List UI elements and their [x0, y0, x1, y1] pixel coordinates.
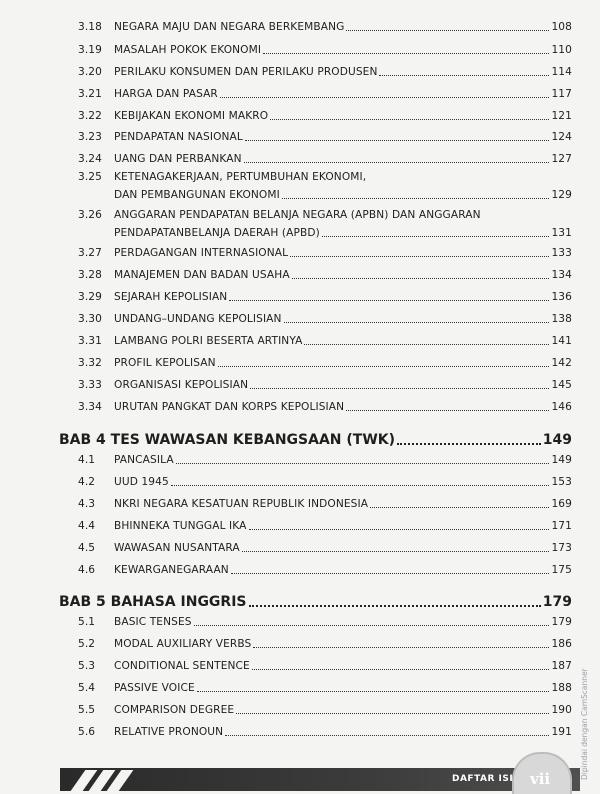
- entry-number: 3.20: [78, 66, 102, 78]
- entry-title: PASSIVE VOICE: [114, 682, 195, 694]
- entry-title: LAMBANG POLRI BESERTA ARTINYA: [114, 335, 303, 347]
- entry-page: 146: [551, 401, 572, 413]
- toc-entry[interactable]: [78, 105, 572, 123]
- leader-dots: [322, 236, 550, 237]
- entry-title: NEGARA MAJU DAN NEGARA BERKEMBANG: [114, 21, 345, 33]
- leader-dots: [284, 322, 550, 323]
- leader-dots: [370, 507, 549, 508]
- entry-title: CONDITIONAL SENTENCE: [114, 660, 250, 672]
- leader-dots: [304, 344, 549, 345]
- leader-dots: [379, 75, 549, 76]
- entry-title: MODAL AUXILIARY VERBS: [114, 638, 252, 650]
- entry-number: 3.22: [78, 110, 102, 122]
- entry-number: 3.19: [78, 44, 102, 56]
- entry-page: 186: [551, 638, 572, 650]
- entry-title: ANGGARAN PENDAPATAN BELANJA NEGARA (APBN) DAN ANGGARAN: [114, 209, 481, 221]
- entry-number: 3.31: [78, 335, 102, 347]
- entry-number: 3.24: [78, 153, 102, 165]
- leader-dots: [263, 53, 549, 54]
- entry-page: 117: [551, 88, 572, 100]
- entry-page: 124: [551, 131, 572, 143]
- toc-entry[interactable]: [78, 166, 572, 202]
- entry-number: 3.21: [78, 88, 102, 100]
- entry-number: 3.32: [78, 357, 102, 369]
- toc-entry[interactable]: [78, 515, 572, 533]
- entry-page: 187: [551, 660, 572, 672]
- entry-number: 3.29: [78, 291, 102, 303]
- entry-number: 3.30: [78, 313, 102, 325]
- leader-dots: [397, 443, 541, 445]
- toc-entry[interactable]: [78, 204, 572, 240]
- toc-entry[interactable]: [78, 16, 572, 34]
- entry-page: 169: [551, 498, 572, 510]
- leader-dots: [218, 366, 550, 367]
- toc-entry[interactable]: [78, 242, 572, 260]
- entry-title: UNDANG–UNDANG KEPOLISIAN: [114, 313, 282, 325]
- entry-title: WAWASAN NUSANTARA: [114, 542, 240, 554]
- entry-page: 127: [551, 153, 572, 165]
- footer-page-number: vii: [530, 770, 551, 788]
- entry-title: MANAJEMEN DAN BADAN USAHA: [114, 269, 290, 281]
- leader-dots: [171, 485, 550, 486]
- toc-entry[interactable]: [78, 148, 572, 166]
- toc-entry[interactable]: [78, 449, 572, 467]
- leader-dots: [270, 119, 549, 120]
- leader-dots: [252, 669, 550, 670]
- toc-entry[interactable]: [78, 677, 572, 695]
- leader-dots: [225, 735, 549, 736]
- chapter-title: BAB 5 BAHASA INGGRIS: [59, 594, 247, 610]
- leader-dots: [282, 198, 550, 199]
- entry-page: 149: [551, 454, 572, 466]
- toc-entry[interactable]: [78, 286, 572, 304]
- entry-title: ORGANISASI KEPOLISIAN: [114, 379, 249, 391]
- entry-page: 114: [551, 66, 572, 78]
- leader-dots: [242, 551, 550, 552]
- entry-page: 173: [551, 542, 572, 554]
- entry-number: 3.18: [78, 21, 102, 33]
- entry-number: 4.6: [78, 564, 96, 576]
- leader-dots: [220, 97, 550, 98]
- entry-page: 188: [551, 682, 572, 694]
- leader-dots: [229, 300, 549, 301]
- entry-page: 131: [551, 227, 572, 239]
- scanner-watermark: Dipindai dengan CamScanner: [580, 668, 589, 780]
- leader-dots: [249, 605, 541, 607]
- entry-number: 5.1: [78, 616, 96, 628]
- footer-section-label: DAFTAR ISI: [452, 774, 514, 784]
- entry-page: 191: [551, 726, 572, 738]
- entry-page: 141: [551, 335, 572, 347]
- leader-dots: [176, 463, 550, 464]
- entry-number: 5.3: [78, 660, 96, 672]
- entry-title: UUD 1945: [114, 476, 169, 488]
- toc-entry[interactable]: [78, 264, 572, 282]
- chapter-heading-bab4[interactable]: [59, 427, 572, 449]
- entry-title-continued: PENDAPATANBELANJA DAERAH (APBD): [114, 227, 320, 239]
- entry-page: 171: [551, 520, 572, 532]
- toc-entry[interactable]: [78, 493, 572, 511]
- entry-page: 121: [551, 110, 572, 122]
- entry-title: RELATIVE PRONOUN: [114, 726, 224, 738]
- leader-dots: [290, 256, 549, 257]
- toc-entry[interactable]: [78, 83, 572, 101]
- entry-title: PERDAGANGAN INTERNASIONAL: [114, 247, 289, 259]
- chapter-page: 149: [542, 432, 572, 448]
- leader-dots: [231, 573, 550, 574]
- entry-page: 153: [551, 476, 572, 488]
- chapter-heading-bab5[interactable]: [59, 589, 572, 611]
- entry-number: 3.27: [78, 247, 102, 259]
- entry-number: 5.6: [78, 726, 96, 738]
- toc-entry[interactable]: [78, 559, 572, 577]
- entry-title: HARGA DAN PASAR: [114, 88, 218, 100]
- entry-title: NKRI NEGARA KESATUAN REPUBLIK INDONESIA: [114, 498, 369, 510]
- entry-title: KEBIJAKAN EKONOMI MAKRO: [114, 110, 269, 122]
- entry-number: 3.23: [78, 131, 102, 143]
- entry-page: 145: [551, 379, 572, 391]
- entry-number: 3.33: [78, 379, 102, 391]
- entry-number: 5.5: [78, 704, 96, 716]
- toc-entry[interactable]: [78, 471, 572, 489]
- entry-number: 3.25: [78, 171, 102, 183]
- toc-entry[interactable]: [78, 699, 572, 717]
- entry-title: PERILAKU KONSUMEN DAN PERILAKU PRODUSEN: [114, 66, 378, 78]
- entry-page: 136: [551, 291, 572, 303]
- toc-entry[interactable]: [78, 721, 572, 739]
- leader-dots: [250, 388, 549, 389]
- entry-number: 4.1: [78, 454, 96, 466]
- entry-title-block: [114, 204, 572, 240]
- entry-number: 4.5: [78, 542, 96, 554]
- leader-dots: [292, 278, 550, 279]
- entry-title: COMPARISON DEGREE: [114, 704, 235, 716]
- entry-title: BHINNEKA TUNGGAL IKA: [114, 520, 247, 532]
- entry-number: 4.4: [78, 520, 96, 532]
- toc-entry[interactable]: [78, 352, 572, 370]
- chapter-page: 179: [542, 594, 572, 610]
- entry-page: 133: [551, 247, 572, 259]
- entry-page: 108: [551, 21, 572, 33]
- entry-number: 4.2: [78, 476, 96, 488]
- entry-title: MASALAH POKOK EKONOMI: [114, 44, 262, 56]
- entry-page: 134: [551, 269, 572, 281]
- toc-entry[interactable]: [78, 308, 572, 326]
- entry-number: 3.26: [78, 209, 102, 221]
- chapter-title: BAB 4 TES WAWASAN KEBANGSAAN (TWK): [59, 432, 396, 448]
- entry-page: 110: [551, 44, 572, 56]
- entry-page: 190: [551, 704, 572, 716]
- entry-title: PANCASILA: [114, 454, 174, 466]
- toc-entry[interactable]: [78, 126, 572, 144]
- entry-title: PENDAPATAN NASIONAL: [114, 131, 243, 143]
- entry-title: BASIC TENSES: [114, 616, 192, 628]
- entry-title-block: [114, 166, 572, 202]
- entry-number: 3.34: [78, 401, 102, 413]
- toc-entry[interactable]: [78, 61, 572, 79]
- entry-page: 179: [551, 616, 572, 628]
- toc-entry[interactable]: [78, 611, 572, 629]
- leader-dots: [194, 625, 550, 626]
- entry-title: SEJARAH KEPOLISIAN: [114, 291, 228, 303]
- entry-page: 129: [551, 189, 572, 201]
- leader-dots: [346, 30, 549, 31]
- entry-title: KETENAGAKERJAAN, PERTUMBUHAN EKONOMI,: [114, 171, 367, 183]
- leader-dots: [346, 410, 549, 411]
- entry-page: 142: [551, 357, 572, 369]
- entry-title: PROFIL KEPOLISAN: [114, 357, 216, 369]
- toc-entry[interactable]: [78, 374, 572, 392]
- toc-entry[interactable]: [78, 655, 572, 673]
- entry-title: UANG DAN PERBANKAN: [114, 153, 242, 165]
- entry-title-continued: DAN PEMBANGUNAN EKONOMI: [114, 189, 280, 201]
- leader-dots: [249, 529, 550, 530]
- leader-dots: [197, 691, 550, 692]
- entry-number: 5.4: [78, 682, 96, 694]
- entry-title: URUTAN PANGKAT DAN KORPS KEPOLISIAN: [114, 401, 345, 413]
- toc-entry[interactable]: [78, 39, 572, 57]
- entry-number: 5.2: [78, 638, 96, 650]
- toc-entry[interactable]: [78, 396, 572, 414]
- toc-entry[interactable]: [78, 330, 572, 348]
- entry-number: 3.28: [78, 269, 102, 281]
- leader-dots: [245, 140, 550, 141]
- entry-page: 138: [551, 313, 572, 325]
- entry-title: KEWARGANEGARAAN: [114, 564, 229, 576]
- entry-number: 4.3: [78, 498, 96, 510]
- leader-dots: [236, 713, 549, 714]
- toc-entry[interactable]: [78, 633, 572, 651]
- leader-dots: [253, 647, 549, 648]
- toc-entry[interactable]: [78, 537, 572, 555]
- entry-page: 175: [551, 564, 572, 576]
- leader-dots: [244, 162, 550, 163]
